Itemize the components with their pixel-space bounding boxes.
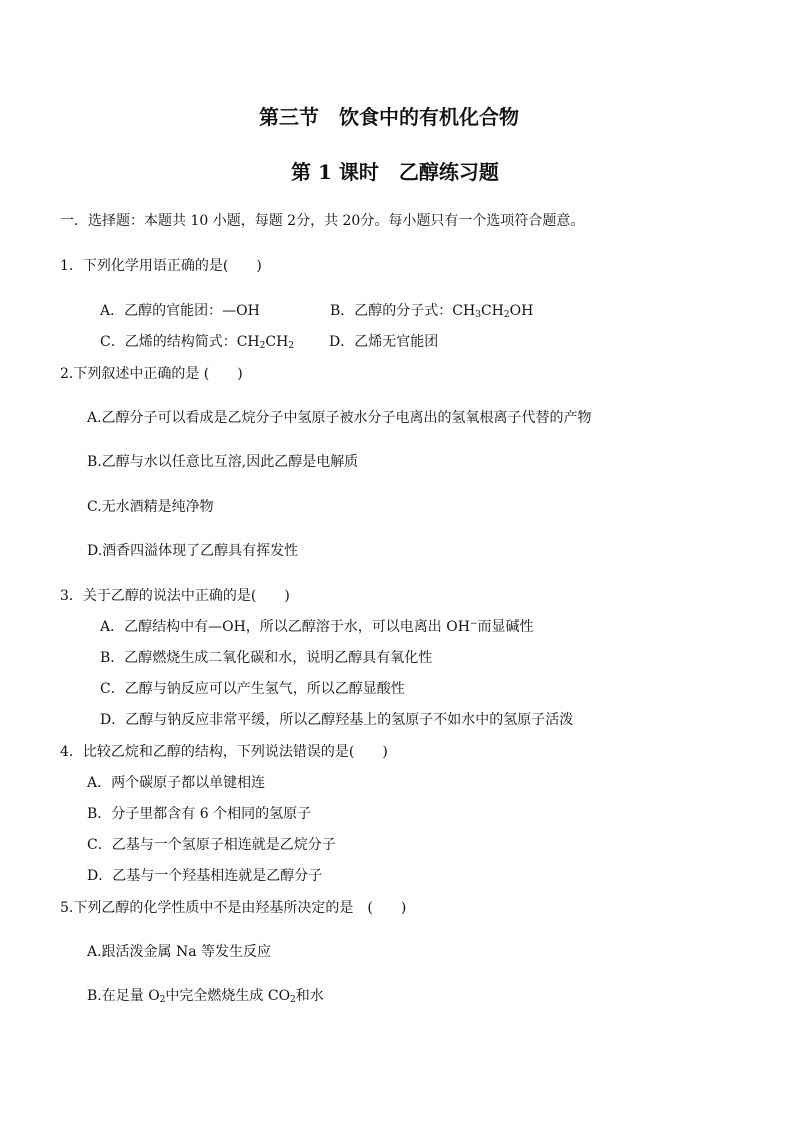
question-1-stem: 1．下列化学用语正确的是( )	[60, 258, 262, 274]
question-2-option-c: C.无水酒精是纯净物	[87, 499, 214, 515]
question-5-option-a: A.跟活泼金属 Na 等发生反应	[87, 944, 272, 960]
question-1-option-b: B．乙醇的分子式：$CH_3CH_2OH$	[330, 303, 534, 320]
question-4-option-b: B．分子里都含有 6 个相同的氢原子	[87, 806, 312, 822]
question-4-stem: 4．比较乙烷和乙醇的结构，下列说法错误的是( )	[60, 744, 388, 760]
question-2-option-a: A.乙醇分子可以看成是乙烷分子中氢原子被水分子电离出的氢氧根离子代替的产物	[87, 410, 592, 426]
question-3-option-c: C．乙醇与钠反应可以产生氢气，所以乙醇显酸性	[100, 681, 405, 697]
question-1-option-a: A．乙醇的官能团：—OH	[100, 303, 260, 319]
page-title: 第三节 饮食中的有机化合物	[259, 105, 519, 129]
question-1-option-c: C．乙烯的结构简式：$CH_2CH_2$	[100, 334, 295, 351]
question-3-option-d: D．乙醇与钠反应非常平缓，所以乙醇羟基上的氢原子不如水中的氢原子活泼	[100, 712, 574, 728]
page-subtitle: 第 1 课时 乙醇练习题	[291, 160, 499, 184]
question-2-option-b: B.乙醇与水以任意比互溶,因此乙醇是电解质	[87, 454, 359, 470]
question-4-option-c: C．乙基与一个氢原子相连就是乙烷分子	[87, 837, 336, 853]
question-5-option-b: B.在足量 $O_2$中完全燃烧生成 $CO_2$和水	[87, 988, 324, 1005]
question-4-option-d: D．乙基与一个羟基相连就是乙醇分子	[87, 868, 323, 884]
question-4-option-a: A．两个碳原子都以单键相连	[87, 775, 266, 791]
question-3-stem: 3．关于乙醇的说法中正确的是( )	[60, 588, 290, 604]
section-instructions: 一．选择题：本题共 10 小题，每题 2分，共 20分。每小题只有一个选项符合题意。	[60, 213, 585, 229]
question-2-option-d: D.酒香四溢体现了乙醇具有挥发性	[87, 543, 299, 559]
question-3-option-b: B．乙醇燃烧生成二氧化碳和水，说明乙醇具有氧化性	[100, 650, 433, 666]
question-3-option-a: A．乙醇结构中有—OH，所以乙醇溶于水，可以电离出 OH−而显碱性	[100, 619, 534, 635]
question-5-stem: 5.下列乙醇的化学性质中不是由羟基所决定的是 ( )	[60, 900, 407, 916]
question-1-option-d: D．乙烯无官能团	[329, 334, 439, 350]
question-2-stem: 2.下列叙述中正确的是 ( )	[60, 366, 243, 382]
